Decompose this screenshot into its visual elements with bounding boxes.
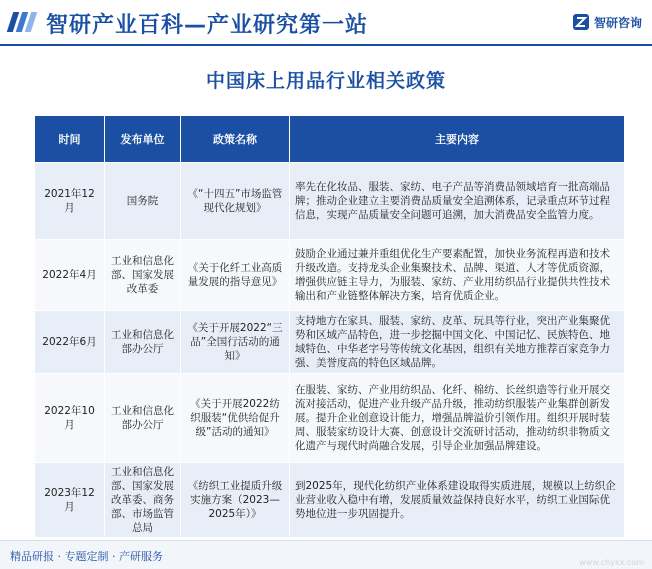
table-row — [35, 163, 625, 240]
cell-issuer: 工业和信息化部、国家发展改革委 — [105, 240, 181, 311]
footer-tags: 精品研报 · 专题定制 · 产研服务 — [10, 550, 163, 563]
page-title: 中国床上用品行业相关政策 — [205, 70, 446, 92]
zhiyan-logo-icon — [572, 13, 590, 31]
cell-time: 2022年6月 — [35, 311, 105, 374]
table-row — [35, 240, 625, 311]
cell-policy: 《关于化纤工业高质量发展的指导意见》 — [181, 240, 290, 311]
site-title: 智研产业百科—产业研究第一站 — [46, 13, 369, 38]
table-row — [35, 311, 625, 374]
cell-policy: 《纺织工业提质升级实施方案（2023—2025年）》 — [181, 463, 290, 538]
cell-issuer: 工业和信息化部、国家发展改革委、商务部、市场监管总局 — [105, 463, 181, 538]
cell-time: 2023年12月 — [35, 463, 105, 538]
column-header-content: 主要内容 — [290, 116, 625, 163]
policy-table — [34, 115, 625, 538]
header-bar — [0, 0, 652, 46]
cell-issuer: 工业和信息化部办公厅 — [105, 311, 181, 374]
cell-policy: 《“十四五”市场监管现代化规划》 — [181, 163, 290, 240]
footer-watermark: www.chyxx.com — [579, 558, 644, 567]
brand-logo[interactable] — [572, 13, 642, 31]
cell-content: 鼓励企业通过兼并重组优化生产要素配置，加快业务流程再造和技术升级改造。支持龙头企业集聚技术、品牌、渠道、人才等优质资源，增强供应链主导力，为服装、家纺、产业用纺织品行业提供共性技术输出和产业链整体解决方案，培育优质企业。 — [290, 240, 625, 311]
cell-time: 2021年12月 — [35, 163, 105, 240]
logo-text: 智研咨询 — [593, 15, 642, 30]
column-header-issuer: 发布单位 — [105, 116, 181, 163]
cell-content: 在服装、家纺、产业用纺织品、化纤、棉纺、长丝织造等行业开展交流对接活动，促进产业升级产品升级，推动纺织服装产业集群创新发展。提升企业创意设计能力，增强品牌溢价引领作用。组织开展时装周、服装家纺设计大赛、创意设计交流研讨活动，推动纺织非物质文化遗产与现代时尚融合发展，引导企业加强品牌建设。 — [290, 374, 625, 463]
cell-issuer: 国务院 — [105, 163, 181, 240]
cell-issuer: 工业和信息化部办公厅 — [105, 374, 181, 463]
table-header-row — [35, 116, 625, 163]
cell-content: 率先在化妆品、服装、家纺、电子产品等消费品领域培育一批高端品牌；推动企业建立主要消费品质量安全追溯体系，记录重点环节过程信息，实现产品质量安全问题可追溯，加大消费品安全监管力度。 — [290, 163, 625, 240]
cell-time: 2022年4月 — [35, 240, 105, 311]
header-stripes-icon — [10, 12, 34, 32]
cell-content: 到2025年，现代化纺织产业体系建设取得实质进展，规模以上纺织企业营业收入稳中有增，发展质量效益保持良好水平，纺织工业国际优势地位进一步巩固提升。 — [290, 463, 625, 538]
table-row — [35, 463, 625, 538]
column-header-policy: 政策名称 — [181, 116, 290, 163]
column-header-time: 时间 — [35, 116, 105, 163]
policy-table-container — [34, 115, 624, 538]
cell-time: 2022年10月 — [35, 374, 105, 463]
footer-bar — [0, 540, 652, 569]
cell-content: 支持地方在家具、服装、家纺、皮革、玩具等行业，突出产业集聚优势和区域产品特色，进一步挖掘中国文化、中国记忆、民族特色、地域特色、中华老字号等传统文化基因，组织有关地方推荐百家竞争力强、美誉度高的特色区域品牌。 — [290, 311, 625, 374]
table-row — [35, 374, 625, 463]
cell-policy: 《关于开展2022纺织服装“优供给促升级”活动的通知》 — [181, 374, 290, 463]
cell-policy: 《关于开展2022“三品”全国行活动的通知》 — [181, 311, 290, 374]
